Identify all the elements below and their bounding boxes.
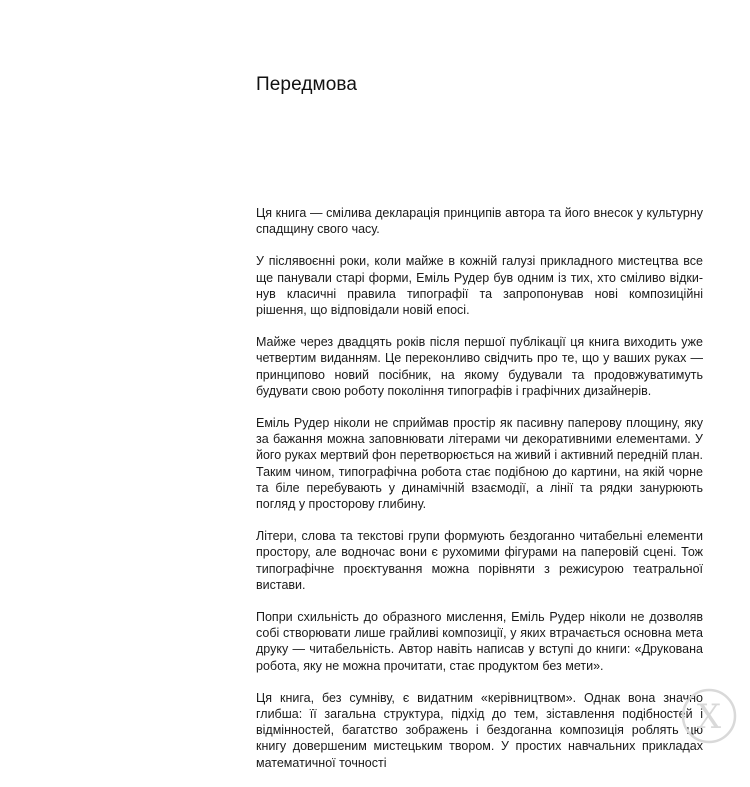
paragraph: Попри схильність до образного мислення, Еміль Рудер ніколи не дозволяв собі створювати лише грайливі композиції, у яких втрачається основна мета друку — читабельність. Автор навіть написав у вступі до книги: «Друкована робота, яку не можна прочитати, стає продуктом без мети». <box>256 610 703 673</box>
watermark-x-logo-icon <box>681 688 737 744</box>
paragraph: У післявоєнні роки, коли майже в кожній галузі прикладного мистецтва все ще панували старі форми, Еміль Рудер був одним із тих, хто сміливо відкинув класичні правила типографії та запропонував нові композиційні рішення, що відповідали новій епосі. <box>256 254 703 318</box>
page-title: Передмова <box>256 74 358 95</box>
paragraph: Літери, слова та текстові групи формують бездоганно читабельні елементи простору, але водночас вони є рухомими фігурами на паперовій сцені. Тож типографічне проєктування можна порівняти з режисурою театральної вистави. <box>256 529 703 592</box>
paragraph: Еміль Рудер ніколи не сприймав простір як пасивну паперову площину, яку за бажання можна заповнювати літерами чи декоративними елементами. У його руках мертвий фон перетворюється на живий і активний передній план. Таким чином, типографічна робота стає подібною до картини, на якій чорне та біле перебувають у динамічній взаємодії, а лінії та рядки занурюють погляд у просторову глибину. <box>256 416 704 512</box>
body-text <box>256 205 703 787</box>
paragraph: Майже через двадцять років після першої публікації ця книга виходить уже четвертим виданням. Це переконливо свідчить про те, що у ваших руках — принципово новий посібник, на якому будували та продовжуватимуть будувати свою роботу покоління типографів і графічних дизайнерів. <box>256 335 703 398</box>
paragraph: Ця книга, без сумніву, є видатним «керівництвом». Однак вона значно глибша: її загальна структура, підхід до тем, зіставлення подібностей і відмінностей, багатство зображень і бездоганна композиція роблять цю книгу довершеним мистецьким твором. У простих навчальних прикладах математичної точності <box>256 690 703 770</box>
paragraph: Ця книга — смілива декларація принципів автора та його внесок у культурну спадщину свого часу. <box>256 206 703 237</box>
svg-text:X: X <box>696 697 722 737</box>
